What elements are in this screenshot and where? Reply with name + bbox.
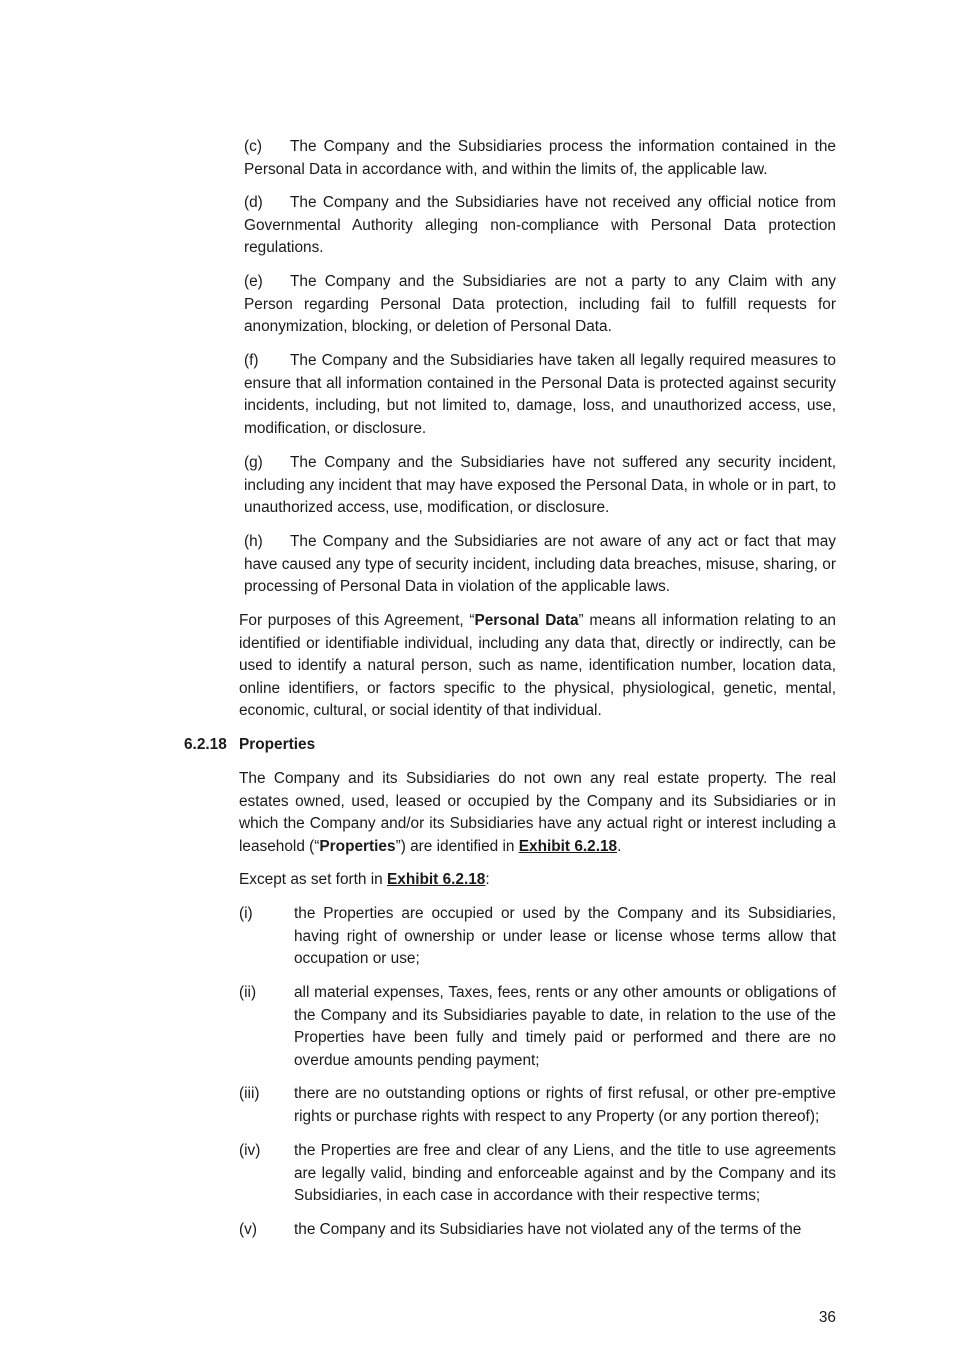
clause-label: (c) [244,138,262,155]
section-title: Properties [239,736,316,753]
clause-e [244,271,836,339]
intro-end: . [617,837,622,855]
definition-before: For purposes of this Agreement, “ [239,612,475,629]
item-text: the Properties are free and clear of any Liens, and the title to use agreements are legally valid, binding and enforceable against and by the Company and its Subsidiaries, in each case in accordance with their respective terms; [294,1142,836,1205]
defined-term: Personal Data [474,612,579,629]
list-item-iv [239,1140,836,1208]
clause-d [244,192,836,260]
properties-intro [239,768,836,858]
clause-c [244,136,836,181]
clause-label: (g) [244,454,263,471]
section-number: 6.2.18 [184,736,227,753]
clause-h [244,531,836,599]
defined-term: Properties [319,837,396,855]
item-label: (iii) [239,1085,260,1102]
exhibit-link[interactable]: Exhibit 6.2.18 [387,871,486,888]
list-item-ii [239,982,836,1072]
clause-text: The Company and the Subsidiaries have not suffered any security incident, including any incident that may have exposed the Personal Data, in whole or in part, to unauthorized access, use, modification, or disclosure. [244,454,836,517]
except-end: : [485,871,490,888]
clause-text: The Company and the Subsidiaries are not a party to any Claim with any Person regarding Personal Data protection, including fail to fulfill requests for anonymization, blocking, or deletion of Personal Data. [244,273,836,336]
exhibit-link[interactable]: Exhibit 6.2.18 [518,837,618,855]
except-line [239,869,836,892]
definition-after: ” means all information relating to an identified or identifiable individual, including any data that, directly or indirectly, can be used to identify a natural person, such as name, identification number, location data, online identifiers, or factors specific to the physical, physiological, genetic, mental, economic, cultural, or social identity of that individual. [239,612,836,720]
list-item-i [239,903,836,971]
item-text: the Properties are occupied or used by the Company and its Subsidiaries, having right of ownership or under lease or license whose terms allow that occupation or use; [294,905,836,968]
personal-data-definition [239,610,836,723]
item-label: (v) [239,1221,257,1238]
clause-text: The Company and the Subsidiaries have not received any official notice from Governmental Authority alleging non-compliance with Personal Data protection regulations. [244,194,836,257]
intro-mid: ”) are identified in [395,837,519,855]
clause-label: (d) [244,194,263,211]
item-label: (iv) [239,1142,261,1159]
clause-g [244,452,836,520]
clause-label: (f) [244,352,259,369]
clause-text: The Company and the Subsidiaries are not aware of any act or fact that may have caused any type of security incident, including data breaches, misuse, sharing, or processing of Personal Data in violation of the applicable laws. [244,533,836,596]
intro-before: The Company and its Subsidiaries do not own any real estate property. The real estates owned, used, leased or occupied by the Company and its Subsidiaries or in which the Company and/or its Subsidiaries have any actual right or interest including a leasehold (“ [239,770,836,855]
page-number: 36 [818,1309,836,1326]
item-text: all material expenses, Taxes, fees, rents or any other amounts or obligations of the Company and its Subsidiaries payable to date, in relation to the use of the Properties have been fully and timely paid or performed and there are no overdue amounts pending payment; [294,984,836,1069]
clause-label: (h) [244,533,263,550]
clause-f [244,350,836,440]
item-text: the Company and its Subsidiaries have not violated any of the terms of the [294,1221,802,1238]
clause-label: (e) [244,273,263,290]
item-text: there are no outstanding options or rights of first refusal, or other pre-emptive rights or purchase rights with respect to any Property (or any portion thereof); [294,1085,836,1125]
except-before: Except as set forth in [239,871,387,888]
list-item-v [239,1219,836,1242]
clause-text: The Company and the Subsidiaries have taken all legally required measures to ensure that all information contained in the Personal Data is protected against security incidents, including, but not limited to, damage, loss, and unauthorized access, use, modification, or disclosure. [244,352,836,437]
item-label: (ii) [239,984,257,1001]
item-label: (i) [239,905,253,922]
list-item-iii [239,1083,836,1128]
clause-text: The Company and the Subsidiaries process the information contained in the Personal Data in accordance with, and within the limits of, the applicable law. [244,138,836,178]
